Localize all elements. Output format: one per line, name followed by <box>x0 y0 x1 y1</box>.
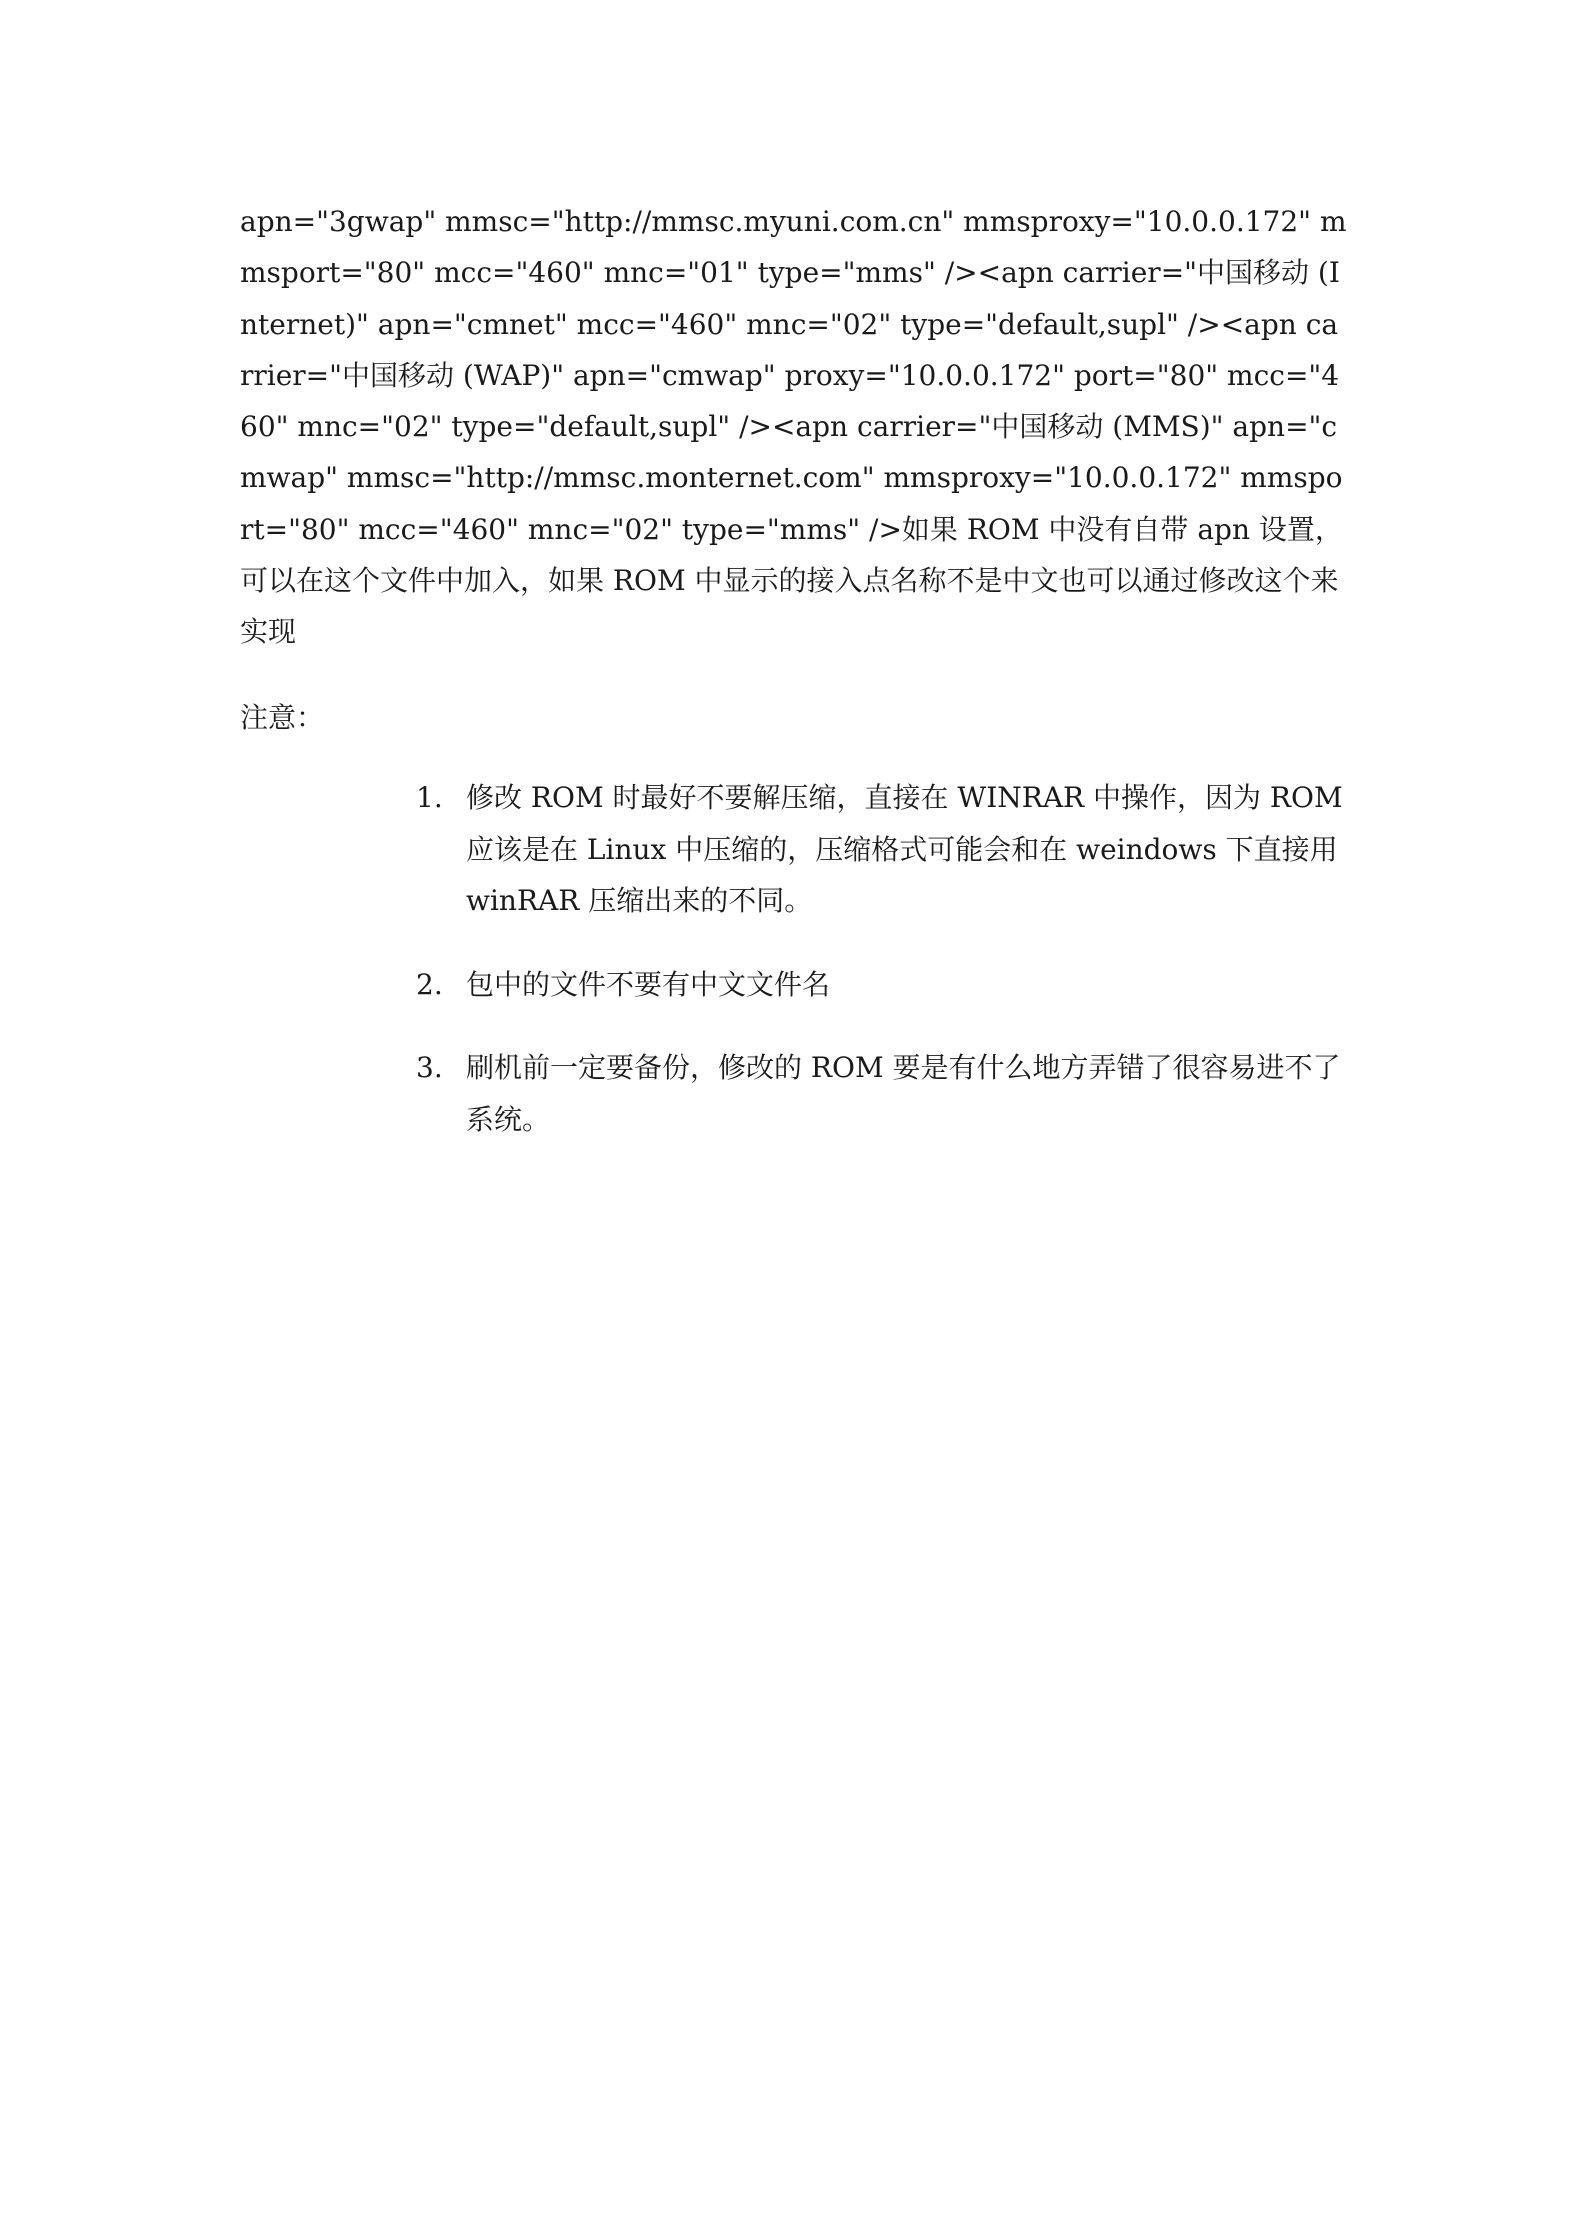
note-text: 包中的文件不要有中文文件名 <box>466 967 831 1001</box>
note-item <box>416 959 1348 1011</box>
note-text: 刷机前一定要备份，修改的 ROM 要是有什么地方弄错了很容易进不了系统。 <box>466 1051 1341 1136</box>
note-text: 修改 ROM 时最好不要解压缩，直接在 WINRAR 中操作，因为 ROM 应该是在 Linux 中压缩的，压缩格式可能会和在 weindows 下直接用 winRAR 压缩出来的不同。 <box>466 781 1343 917</box>
notes-heading: 注意： <box>240 701 325 734</box>
note-item <box>416 1042 1348 1145</box>
note-item <box>416 772 1348 927</box>
apn-config-paragraph: apn="3gwap" mmsc="http://mmsc.myuni.com.cn" mmsproxy="10.0.0.172" mmsport="80" mcc="460" mnc="01" type="mms" /><apn carrier="中国移动 (Internet)" apn="cmnet" mcc="460" mnc="02" type="default,supl" /><apn carrier="中国移动 (WAP)" apn="cmwap" proxy="10.0.0.172" port="80" mcc="460" mnc="02" type="default,supl" /><apn carrier="中国移动 (MMS)" apn="cmwap" mmsc="http://mmsc.monternet.com" mmsproxy="10.0.0.172" mmsport="80" mcc="460" mnc="02" type="mms" />如果 ROM 中没有自带 apn 设置，可以在这个文件中加入，如果 ROM 中显示的接入点名称不是中文也可以通过修改这个来实现 <box>240 205 1347 649</box>
note-number: 2. <box>416 967 443 1001</box>
note-number: 3. <box>416 1051 443 1084</box>
note-number: 1. <box>416 781 443 814</box>
notes-list <box>416 772 1348 1177</box>
